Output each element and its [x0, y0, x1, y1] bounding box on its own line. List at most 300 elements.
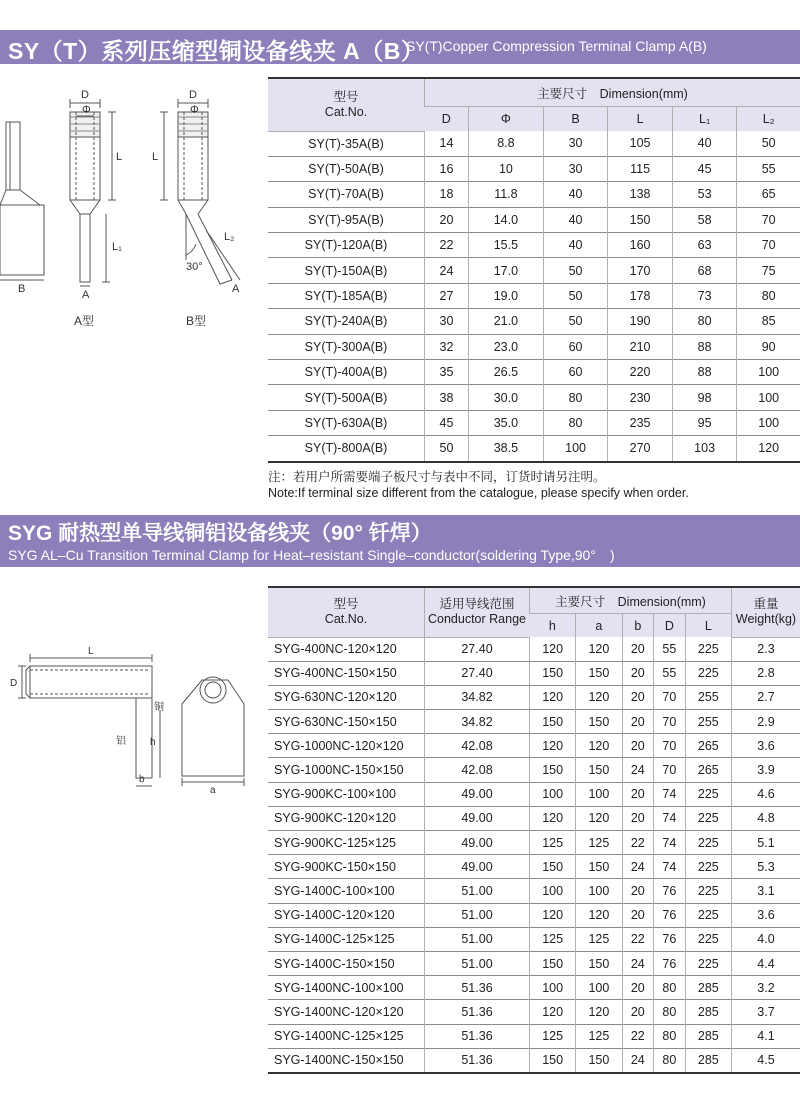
table-cell: 76 [654, 951, 686, 975]
table-cell: 225 [685, 927, 731, 951]
table-cell: 16 [425, 156, 469, 181]
table-cell: 210 [608, 334, 673, 359]
table-cell: 51.00 [425, 927, 530, 951]
table-cell: 100 [737, 360, 800, 385]
section2-title-en: SYG AL–Cu Transition Terminal Clamp for Heat–resistant Single–conductor(soldering Type,90° ) [8, 547, 615, 563]
cat-no-cell: SYG-1000NC-120×120 [274, 738, 404, 753]
table-row [268, 685, 800, 709]
table-cell: 51.36 [425, 1000, 530, 1024]
col-L: L [608, 107, 673, 132]
cat-no-cell: SYG-1400C-120×120 [274, 908, 395, 923]
table-row [268, 976, 800, 1000]
table-cell: 100 [576, 976, 622, 1000]
sy-dimension-table [268, 77, 800, 463]
table-cell: 125 [530, 927, 576, 951]
table-cell: 49.00 [425, 855, 530, 879]
col-a: a [576, 614, 622, 638]
table-cell: 53 [672, 182, 737, 207]
table-cell: 225 [685, 637, 731, 661]
cat-no-cell: SY(T)-95A(B) [308, 212, 384, 227]
label-L-b: L [152, 151, 159, 163]
table-cell: 2.8 [732, 661, 800, 685]
table-row [268, 182, 800, 207]
table-cell: 68 [672, 258, 737, 283]
table-cell: 103 [672, 436, 737, 462]
table-cell: 235 [608, 410, 673, 435]
table-cell: 51.36 [425, 976, 530, 1000]
table-cell: 80 [737, 283, 800, 308]
table-cell: 225 [685, 951, 731, 975]
table-cell: 3.6 [732, 903, 800, 927]
col-b: b [622, 614, 654, 638]
table-cell: 125 [576, 831, 622, 855]
section1-title-cn: SY（T）系列压缩型铜设备线夹 A（B） [8, 38, 425, 64]
table-cell: 76 [654, 927, 686, 951]
table-cell: 27 [425, 283, 469, 308]
table-cell: 51.00 [425, 951, 530, 975]
table-cell: 42.08 [425, 758, 530, 782]
table-cell: 150 [530, 1048, 576, 1073]
table-row [268, 207, 800, 232]
table-row [268, 661, 800, 685]
table-cell: 4.5 [732, 1048, 800, 1073]
table-row [268, 951, 800, 975]
label-D: D [81, 89, 89, 101]
table-cell: 21.0 [469, 309, 544, 334]
table-cell: 150 [530, 951, 576, 975]
table-cell: 138 [608, 182, 673, 207]
table-cell: 27.40 [425, 637, 530, 661]
table-cell: 58 [672, 207, 737, 232]
table-cell: 120 [737, 436, 800, 462]
table-cell: 70 [654, 710, 686, 734]
table-cell: 88 [672, 334, 737, 359]
table-row [268, 879, 800, 903]
table-cell: 30 [425, 309, 469, 334]
table-row [268, 734, 800, 758]
table-cell: 40 [672, 131, 737, 156]
table-cell: 20 [622, 976, 654, 1000]
cat-no-cell: SYG-400NC-150×150 [274, 666, 397, 681]
table-cell: 150 [530, 855, 576, 879]
cat-no-cell: SY(T)-800A(B) [304, 441, 388, 456]
table-cell: 22 [622, 927, 654, 951]
section2-title-cn: SYG 耐热型单导线铜铝设备线夹（90° 钎焊） [8, 522, 432, 545]
table-cell: 120 [530, 685, 576, 709]
table-cell: 120 [530, 734, 576, 758]
col-D2: D [654, 614, 686, 638]
cat-no-cell: SYG-1000NC-150×150 [274, 763, 404, 778]
table-cell: 22 [622, 831, 654, 855]
table-row [268, 806, 800, 830]
section1-banner [0, 30, 800, 64]
table-cell: 30 [543, 156, 608, 181]
cat-no-cell: SY(T)-150A(B) [304, 263, 388, 278]
table-cell: 50 [543, 309, 608, 334]
table-cell: 20 [622, 734, 654, 758]
cat-no-cell: SYG-900KC-150×150 [274, 859, 396, 874]
table-cell: 40 [543, 207, 608, 232]
header-model-2: 型号 Cat.No. [268, 587, 425, 637]
table-cell: 3.6 [732, 734, 800, 758]
label-phi-b: Φ [190, 104, 199, 116]
table-cell: 225 [685, 903, 731, 927]
table-cell: 230 [608, 385, 673, 410]
table-cell: 90 [737, 334, 800, 359]
table-row [268, 1000, 800, 1024]
table-cell: 120 [530, 637, 576, 661]
table-cell: 80 [654, 1024, 686, 1048]
table-cell: 125 [576, 927, 622, 951]
table-cell: 20 [622, 637, 654, 661]
col-h: h [530, 614, 576, 638]
table-cell: 115 [608, 156, 673, 181]
table-cell: 51.36 [425, 1024, 530, 1048]
table-row [268, 258, 800, 283]
table-cell: 49.00 [425, 806, 530, 830]
table-cell: 285 [685, 1024, 731, 1048]
table-cell: 45 [672, 156, 737, 181]
section2-banner [0, 515, 800, 567]
table-cell: 5.3 [732, 855, 800, 879]
cat-no-cell: SY(T)-500A(B) [304, 390, 388, 405]
table-cell: 255 [685, 685, 731, 709]
table-cell: 42.08 [425, 734, 530, 758]
table-cell: 60 [543, 334, 608, 359]
table-cell: 125 [530, 1024, 576, 1048]
table-cell: 160 [608, 233, 673, 258]
table-row [268, 927, 800, 951]
table-cell: 32 [425, 334, 469, 359]
table-cell: 8.8 [469, 131, 544, 156]
col-L2: L₂ [737, 107, 800, 132]
table-cell: 70 [654, 758, 686, 782]
table-cell: 74 [654, 806, 686, 830]
table-cell: 220 [608, 360, 673, 385]
table-cell: 150 [530, 661, 576, 685]
syg-dimension-table [268, 586, 800, 1074]
table-cell: 15.5 [469, 233, 544, 258]
table-cell: 225 [685, 661, 731, 685]
cat-no-cell: SYG-1400NC-125×125 [274, 1029, 404, 1044]
table-row [268, 334, 800, 359]
cat-no-cell: SYG-900KC-125×125 [274, 835, 396, 850]
header-model: 型号 Cat.No. [268, 78, 425, 131]
header-range: 适用导线范围 Conductor Range [425, 587, 530, 637]
table-cell: 150 [576, 951, 622, 975]
cat-no-cell: SYG-1400C-150×150 [274, 956, 395, 971]
col-B: B [543, 107, 608, 132]
cat-no-cell: SY(T)-70A(B) [308, 187, 384, 202]
table-cell: 70 [737, 233, 800, 258]
label-angle: 30° [186, 261, 203, 273]
table-cell: 2.7 [732, 685, 800, 709]
table-cell: 150 [530, 710, 576, 734]
col-D: D [425, 107, 469, 132]
table-cell: 80 [543, 410, 608, 435]
table-cell: 225 [685, 879, 731, 903]
label-al: 铝 [116, 736, 126, 747]
table-cell: 19.0 [469, 283, 544, 308]
cat-no-cell: SYG-1400C-125×125 [274, 932, 395, 947]
table-cell: 24 [425, 258, 469, 283]
table-cell: 50 [543, 283, 608, 308]
table-cell: 76 [654, 879, 686, 903]
table-cell: 120 [530, 1000, 576, 1024]
header-dimension-2: 主要尺寸 Dimension(mm) [530, 587, 732, 614]
label-L1-a: L₁ [112, 241, 122, 253]
table-cell: 38.5 [469, 436, 544, 462]
table-cell: 150 [608, 207, 673, 232]
table-cell: 55 [737, 156, 800, 181]
table-cell: 5.1 [732, 831, 800, 855]
col-phi: Φ [469, 107, 544, 132]
table-cell: 178 [608, 283, 673, 308]
table-cell: 100 [737, 410, 800, 435]
cat-no-cell: SY(T)-240A(B) [304, 314, 388, 329]
table-cell: 265 [685, 758, 731, 782]
table-cell: 24 [622, 1048, 654, 1073]
table-cell: 3.9 [732, 758, 800, 782]
table-row [268, 436, 800, 462]
table-row [268, 156, 800, 181]
table-cell: 20 [622, 1000, 654, 1024]
table-cell: 100 [530, 782, 576, 806]
table-cell: 150 [576, 855, 622, 879]
label-L2-b: L₂ [224, 231, 235, 243]
table-cell: 14.0 [469, 207, 544, 232]
table-cell: 150 [576, 710, 622, 734]
sy-clamp-diagram [0, 80, 262, 340]
table-cell: 3.1 [732, 879, 800, 903]
table-cell: 190 [608, 309, 673, 334]
table-cell: 170 [608, 258, 673, 283]
table-cell: 4.1 [732, 1024, 800, 1048]
table-cell: 65 [737, 182, 800, 207]
table-cell: 26.5 [469, 360, 544, 385]
table-row [268, 903, 800, 927]
table-row [268, 360, 800, 385]
table-cell: 80 [543, 385, 608, 410]
table-cell: 4.0 [732, 927, 800, 951]
table-cell: 80 [654, 1048, 686, 1073]
table-cell: 100 [576, 879, 622, 903]
table-row [268, 782, 800, 806]
cat-no-cell: SY(T)-185A(B) [304, 289, 388, 304]
note-en: Note:If terminal size different from the catalogue, please specify when order. [268, 486, 689, 500]
table-cell: 20 [425, 207, 469, 232]
table-row [268, 855, 800, 879]
table-cell: 50 [737, 131, 800, 156]
table-cell: 80 [672, 309, 737, 334]
table-cell: 80 [654, 1000, 686, 1024]
cat-no-cell: SYG-630NC-120×120 [274, 690, 397, 705]
table-cell: 50 [425, 436, 469, 462]
table-row [268, 410, 800, 435]
table-cell: 88 [672, 360, 737, 385]
table-cell: 4.4 [732, 951, 800, 975]
table-row [268, 385, 800, 410]
table-cell: 14 [425, 131, 469, 156]
table-cell: 51.00 [425, 879, 530, 903]
cat-no-cell: SYG-1400C-100×100 [274, 883, 395, 898]
table-cell: 34.82 [425, 710, 530, 734]
table-cell: 100 [543, 436, 608, 462]
table-cell: 270 [608, 436, 673, 462]
table-cell: 18 [425, 182, 469, 207]
table-cell: 20 [622, 710, 654, 734]
table-cell: 70 [654, 734, 686, 758]
table-cell: 30.0 [469, 385, 544, 410]
table-cell: 125 [530, 831, 576, 855]
table-cell: 120 [576, 637, 622, 661]
table-cell: 125 [576, 1024, 622, 1048]
table-cell: 34.82 [425, 685, 530, 709]
col-L1: L₁ [672, 107, 737, 132]
table-row [268, 131, 800, 156]
cat-no-cell: SYG-1400NC-100×100 [274, 980, 404, 995]
table-cell: 225 [685, 782, 731, 806]
table-row [268, 758, 800, 782]
table-cell: 40 [543, 233, 608, 258]
cat-no-cell: SY(T)-35A(B) [308, 136, 384, 151]
table-cell: 225 [685, 806, 731, 830]
table-cell: 225 [685, 855, 731, 879]
table-cell: 70 [654, 685, 686, 709]
table-cell: 75 [737, 258, 800, 283]
table-cell: 51.36 [425, 1048, 530, 1073]
table-cell: 80 [654, 976, 686, 1000]
table-cell: 27.40 [425, 661, 530, 685]
table-cell: 24 [622, 951, 654, 975]
table-cell: 49.00 [425, 782, 530, 806]
note-cn: 注：若用户所需要端子板尺寸与表中不同，订货时请另注明。 [268, 470, 606, 484]
table-cell: 20 [622, 685, 654, 709]
table-cell: 2.3 [732, 637, 800, 661]
table-cell: 22 [622, 1024, 654, 1048]
table-cell: 11.8 [469, 182, 544, 207]
table-row [268, 283, 800, 308]
table-row [268, 233, 800, 258]
table-cell: 20 [622, 903, 654, 927]
table-cell: 150 [576, 661, 622, 685]
table-cell: 100 [576, 782, 622, 806]
header-dimension: 主要尺寸 Dimension(mm) [425, 78, 800, 107]
label-b: b [139, 774, 145, 785]
table-cell: 98 [672, 385, 737, 410]
label-h: h [150, 737, 156, 748]
table-cell: 285 [685, 976, 731, 1000]
cat-no-cell: SYG-400NC-120×120 [274, 642, 397, 657]
label-L2: L [88, 646, 94, 657]
table-cell: 24 [622, 758, 654, 782]
table-cell: 120 [576, 903, 622, 927]
table-row [268, 831, 800, 855]
table-cell: 4.8 [732, 806, 800, 830]
table-cell: 51.00 [425, 903, 530, 927]
table-cell: 120 [576, 1000, 622, 1024]
table-row [268, 309, 800, 334]
label-L-a: L [116, 151, 123, 163]
table-cell: 150 [530, 758, 576, 782]
col-L2: L [685, 614, 731, 638]
type-b-label: B型 [186, 314, 207, 328]
table-row [268, 1048, 800, 1073]
table-cell: 20 [622, 806, 654, 830]
cat-no-cell: SY(T)-630A(B) [304, 415, 388, 430]
table-cell: 120 [530, 806, 576, 830]
table-cell: 285 [685, 1000, 731, 1024]
table-cell: 225 [685, 831, 731, 855]
table-cell: 105 [608, 131, 673, 156]
table-cell: 120 [576, 685, 622, 709]
label-B-a: B [18, 283, 26, 295]
table-cell: 63 [672, 233, 737, 258]
cat-no-cell: SY(T)-50A(B) [308, 162, 384, 177]
table-cell: 20 [622, 661, 654, 685]
table-cell: 55 [654, 661, 686, 685]
table-cell: 85 [737, 309, 800, 334]
cat-no-cell: SY(T)-300A(B) [304, 339, 388, 354]
table-cell: 120 [530, 903, 576, 927]
table-cell: 49.00 [425, 831, 530, 855]
label-a: a [210, 785, 216, 796]
cat-no-cell: SYG-1400NC-150×150 [274, 1053, 404, 1068]
label-phi-a: Φ [82, 104, 91, 116]
label-A-b: A [232, 283, 240, 295]
table-cell: 2.9 [732, 710, 800, 734]
table-cell: 17.0 [469, 258, 544, 283]
table-cell: 74 [654, 831, 686, 855]
table-cell: 150 [576, 758, 622, 782]
table-cell: 22 [425, 233, 469, 258]
table-cell: 70 [737, 207, 800, 232]
table-cell: 3.7 [732, 1000, 800, 1024]
table-cell: 265 [685, 734, 731, 758]
cat-no-cell: SYG-630NC-150×150 [274, 714, 397, 729]
table-cell: 73 [672, 283, 737, 308]
table-cell: 3.2 [732, 976, 800, 1000]
table-cell: 150 [576, 1048, 622, 1073]
table-cell: 35.0 [469, 410, 544, 435]
table-cell: 74 [654, 782, 686, 806]
label-D-b: D [189, 89, 197, 101]
syg-clamp-diagram [0, 640, 262, 800]
table-cell: 35 [425, 360, 469, 385]
table-cell: 100 [737, 385, 800, 410]
table-cell: 38 [425, 385, 469, 410]
header-weight: 重量 Weight(kg) [732, 587, 800, 637]
cat-no-cell: SYG-1400NC-120×120 [274, 1004, 404, 1019]
table-cell: 100 [530, 976, 576, 1000]
table-row [268, 637, 800, 661]
table-cell: 60 [543, 360, 608, 385]
cat-no-cell: SYG-900KC-100×100 [274, 787, 396, 802]
label-D2: D [10, 678, 18, 689]
type-a-label: A型 [74, 314, 95, 328]
table-row [268, 710, 800, 734]
table-cell: 95 [672, 410, 737, 435]
cat-no-cell: SY(T)-120A(B) [304, 238, 388, 253]
table-cell: 4.6 [732, 782, 800, 806]
table-cell: 45 [425, 410, 469, 435]
table-cell: 50 [543, 258, 608, 283]
table-cell: 30 [543, 131, 608, 156]
label-A-a: A [82, 289, 90, 301]
cat-no-cell: SY(T)-400A(B) [304, 365, 388, 380]
table-cell: 23.0 [469, 334, 544, 359]
table-cell: 40 [543, 182, 608, 207]
